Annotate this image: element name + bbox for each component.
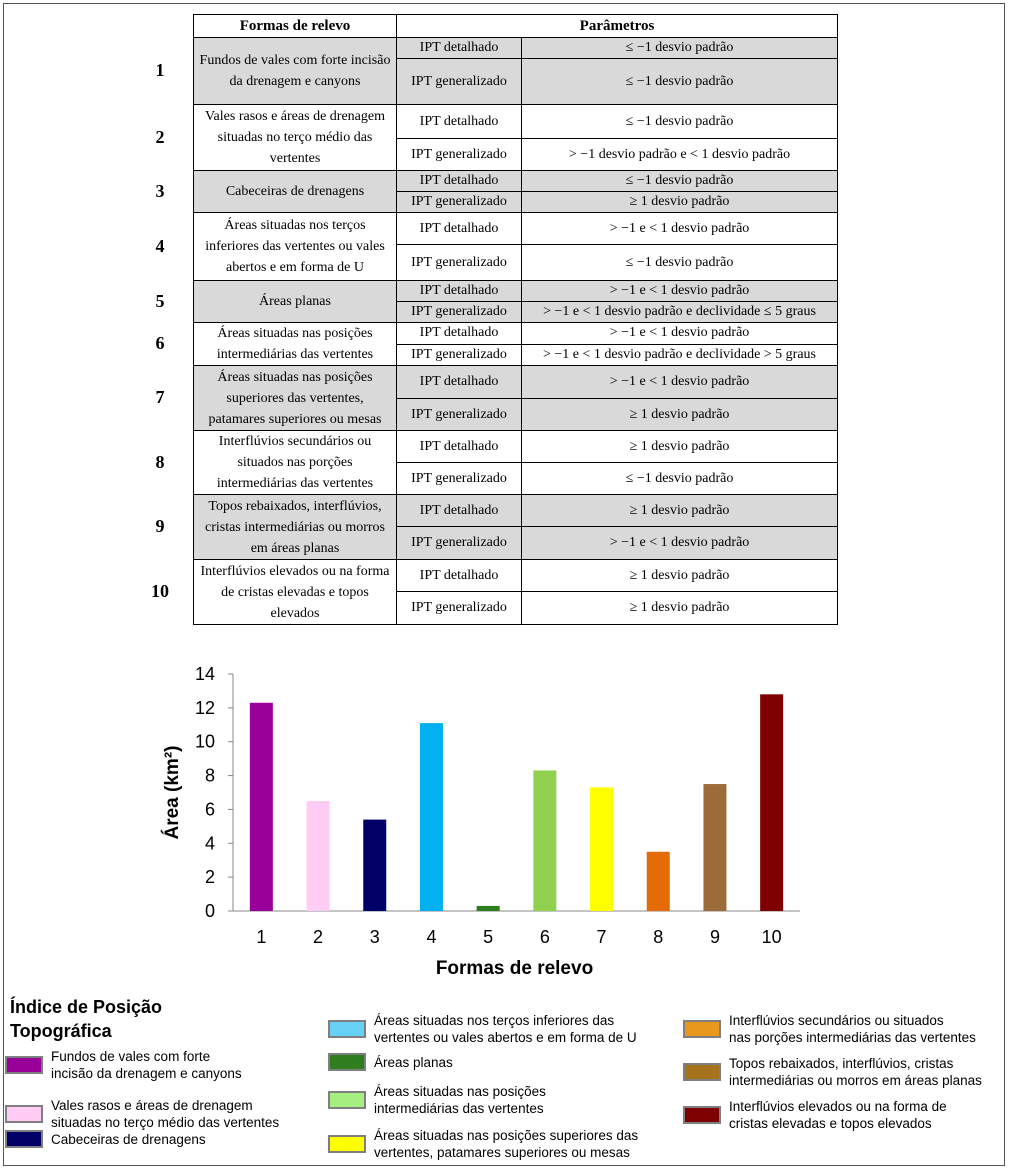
ipt-generalizado-value: > −1 desvio padrão e < 1 desvio padrão — [522, 139, 838, 171]
row-number: 1 — [155, 60, 165, 80]
legend-swatch — [328, 1135, 366, 1153]
legend-label: Áreas situadas nas posições superiores das vertentes, patamares superiores ou mesas — [374, 1128, 639, 1160]
table-row — [194, 323, 838, 345]
header-formas: Formas de relevo — [194, 15, 397, 38]
legend-item — [683, 1055, 982, 1089]
x-tick-label: 8 — [653, 927, 664, 947]
header-parametros: Parâmetros — [397, 15, 838, 38]
legend-label: Áreas situadas nos terços inferiores das vertentes ou vales abertos e em forma de U — [374, 1013, 637, 1045]
table-row — [194, 171, 838, 192]
ipt-detalhado-label: IPT detalhado — [397, 213, 522, 245]
legend-swatch — [328, 1053, 366, 1071]
legend-label: Vales rasos e áreas de drenagem situadas no terço médio das vertentes — [51, 1098, 280, 1130]
ipt-detalhado-value: > −1 e < 1 desvio padrão — [522, 366, 838, 399]
legend-item — [5, 1097, 279, 1131]
ipt-detalhado-value: ≥ 1 desvio padrão — [522, 431, 838, 463]
y-tick-label: 2 — [204, 867, 215, 888]
ipt-generalizado-label: IPT generalizado — [397, 139, 522, 171]
table-row — [194, 281, 838, 302]
ipt-detalhado-value: ≤ −1 desvio padrão — [522, 105, 838, 139]
relief-form-cell: Áreas planas — [194, 281, 397, 323]
legend-title: Índice de Posição Topográfica — [10, 997, 163, 1041]
ipt-generalizado-label: IPT generalizado — [397, 527, 522, 560]
legend-label: Interflúvios elevados ou na forma de cristas elevadas e topos elevados — [729, 1099, 947, 1131]
bar-7 — [590, 787, 613, 911]
x-tick-label: 6 — [539, 927, 550, 947]
ipt-generalizado-value: > −1 e < 1 desvio padrão e declividade > 5 graus — [522, 344, 838, 366]
x-tick-label: 3 — [369, 927, 380, 947]
y-tick-label: 8 — [204, 765, 215, 786]
x-tick-label: 5 — [483, 927, 494, 947]
row-number: 8 — [155, 451, 165, 472]
legend-label: Áreas planas — [374, 1054, 453, 1070]
ipt-generalizado-label: IPT generalizado — [397, 463, 522, 495]
ipt-detalhado-label: IPT detalhado — [397, 495, 522, 527]
ipt-detalhado-label: IPT detalhado — [397, 171, 522, 192]
legend-item — [328, 1083, 546, 1117]
bar-9 — [703, 784, 726, 911]
ipt-detalhado-label: IPT detalhado — [397, 323, 522, 345]
ipt-detalhado-value: > −1 e < 1 desvio padrão — [522, 281, 838, 302]
ipt-detalhado-label: IPT detalhado — [397, 560, 522, 592]
ipt-generalizado-value: > −1 e < 1 desvio padrão e declividade ≤ 5 graus — [522, 302, 838, 323]
ipt-generalizado-value: ≤ −1 desvio padrão — [522, 59, 838, 105]
x-tick-label: 10 — [761, 927, 782, 947]
relief-form-cell: Vales rasos e áreas de drenagem situadas no terço médio das vertentes — [194, 105, 397, 171]
ipt-generalizado-value: ≥ 1 desvio padrão — [522, 399, 838, 431]
table-row — [194, 560, 838, 592]
legend-swatch — [328, 1020, 366, 1038]
ipt-detalhado-label: IPT detalhado — [397, 105, 522, 139]
ipt-detalhado-label: IPT detalhado — [397, 38, 522, 59]
ipt-generalizado-value: > −1 e < 1 desvio padrão — [522, 527, 838, 560]
legend-swatch — [683, 1063, 721, 1081]
row-number: 5 — [155, 290, 165, 311]
legend-item — [328, 1053, 453, 1071]
relief-form-cell: Áreas situadas nas posições superiores das vertentes, patamares superiores ou mesas — [194, 366, 397, 431]
legend-swatch — [683, 1106, 721, 1124]
x-tick-label: 4 — [426, 927, 437, 947]
y-tick-label: 12 — [194, 697, 215, 718]
relief-form-cell: Topos rebaixados, interflúvios, cristas intermediárias ou morros em áreas planas — [194, 495, 397, 560]
bar-chart-svg — [0, 650, 1010, 990]
legend-item — [683, 1098, 947, 1132]
row-number: 6 — [155, 333, 165, 353]
relief-form-cell: Interflúvios secundários ou situados nas porções intermediárias das vertentes — [194, 431, 397, 495]
row-number: 3 — [155, 180, 165, 201]
ipt-detalhado-label: IPT detalhado — [397, 366, 522, 399]
ipt-generalizado-label: IPT generalizado — [397, 59, 522, 105]
bar-2 — [307, 801, 330, 911]
legend-label: Topos rebaixados, interflúvios, cristas intermediárias ou morros em áreas planas — [729, 1056, 982, 1088]
relief-form-cell: Fundos de vales com forte incisão da drenagem e canyons — [194, 38, 397, 105]
ipt-detalhado-value: > −1 e < 1 desvio padrão — [522, 213, 838, 245]
bar-10 — [760, 694, 783, 911]
relief-form-cell: Áreas situadas nos terços inferiores das vertentes ou vales abertos e em forma de U — [194, 213, 397, 281]
row-number: 10 — [151, 581, 169, 601]
ipt-generalizado-label: IPT generalizado — [397, 192, 522, 213]
table-row — [194, 366, 838, 399]
y-tick-label: 14 — [194, 664, 215, 684]
bar-3 — [363, 820, 386, 911]
y-tick-label: 6 — [204, 799, 215, 820]
legend-label: Cabeceiras de drenagens — [51, 1131, 206, 1147]
y-tick-label: 4 — [204, 833, 215, 854]
bar-1 — [250, 703, 273, 911]
ipt-generalizado-value: ≥ 1 desvio padrão — [522, 592, 838, 625]
x-tick-label: 9 — [709, 927, 720, 947]
table-row — [194, 431, 838, 463]
table-row — [194, 495, 838, 527]
relief-form-cell: Interflúvios elevados ou na forma de cristas elevadas e topos elevados — [194, 560, 397, 625]
bar-8 — [647, 852, 670, 911]
bar-6 — [533, 770, 556, 911]
ipt-detalhado-value: ≥ 1 desvio padrão — [522, 495, 838, 527]
bar-5 — [477, 906, 500, 911]
legend-item — [5, 1130, 206, 1148]
ipt-detalhado-value: > −1 e < 1 desvio padrão — [522, 323, 838, 345]
ipt-generalizado-label: IPT generalizado — [397, 245, 522, 281]
ipt-detalhado-value: ≥ 1 desvio padrão — [522, 560, 838, 592]
row-number: 4 — [155, 235, 165, 256]
bar-4 — [420, 723, 443, 911]
legend-swatch — [328, 1091, 366, 1109]
row-number: 9 — [155, 516, 165, 536]
table-row — [194, 213, 838, 245]
y-tick-label: 10 — [194, 731, 215, 752]
x-tick-label: 2 — [313, 927, 324, 947]
ipt-generalizado-value: ≤ −1 desvio padrão — [522, 245, 838, 281]
ipt-generalizado-label: IPT generalizado — [397, 399, 522, 431]
y-tick-label: 0 — [204, 901, 215, 921]
legend-label: Fundos de vales com forte incisão da drenagem e canyons — [51, 1049, 242, 1081]
legend-swatch — [5, 1105, 43, 1123]
legend-item — [328, 1012, 637, 1046]
ipt-generalizado-label: IPT generalizado — [397, 592, 522, 625]
ipt-generalizado-label: IPT generalizado — [397, 344, 522, 366]
ipt-detalhado-label: IPT detalhado — [397, 431, 522, 463]
x-tick-label: 7 — [596, 927, 607, 947]
legend-swatch — [5, 1130, 43, 1148]
relief-form-cell: Áreas situadas nas posições intermediárias das vertentes — [194, 323, 397, 366]
parameters-table — [193, 14, 838, 625]
legend-swatch — [5, 1056, 43, 1074]
table-row — [194, 38, 838, 59]
legend-label: Interflúvios secundários ou situados nas porções intermediárias das vertentes — [729, 1013, 976, 1045]
ipt-generalizado-label: IPT generalizado — [397, 302, 522, 323]
x-tick-label: 1 — [256, 927, 267, 947]
ipt-generalizado-value: ≤ −1 desvio padrão — [522, 463, 838, 495]
row-number: 2 — [155, 126, 165, 147]
ipt-detalhado-value: ≤ −1 desvio padrão — [522, 38, 838, 59]
relief-form-cell: Cabeceiras de drenagens — [194, 171, 397, 213]
y-axis-title: Área (km²) — [162, 745, 183, 840]
legend-item — [5, 1048, 242, 1082]
bar-chart — [0, 650, 1010, 990]
legend-item — [683, 1012, 976, 1046]
x-axis-title: Formas de relevo — [435, 958, 594, 979]
legend-swatch — [683, 1020, 721, 1038]
table-row — [194, 105, 838, 139]
legend-label: Áreas situadas nas posições intermediárias das vertentes — [374, 1084, 546, 1116]
ipt-generalizado-value: ≥ 1 desvio padrão — [522, 192, 838, 213]
ipt-detalhado-value: ≤ −1 desvio padrão — [522, 171, 838, 192]
ipt-detalhado-label: IPT detalhado — [397, 281, 522, 302]
row-number: 7 — [155, 387, 165, 407]
legend-item — [328, 1127, 638, 1161]
